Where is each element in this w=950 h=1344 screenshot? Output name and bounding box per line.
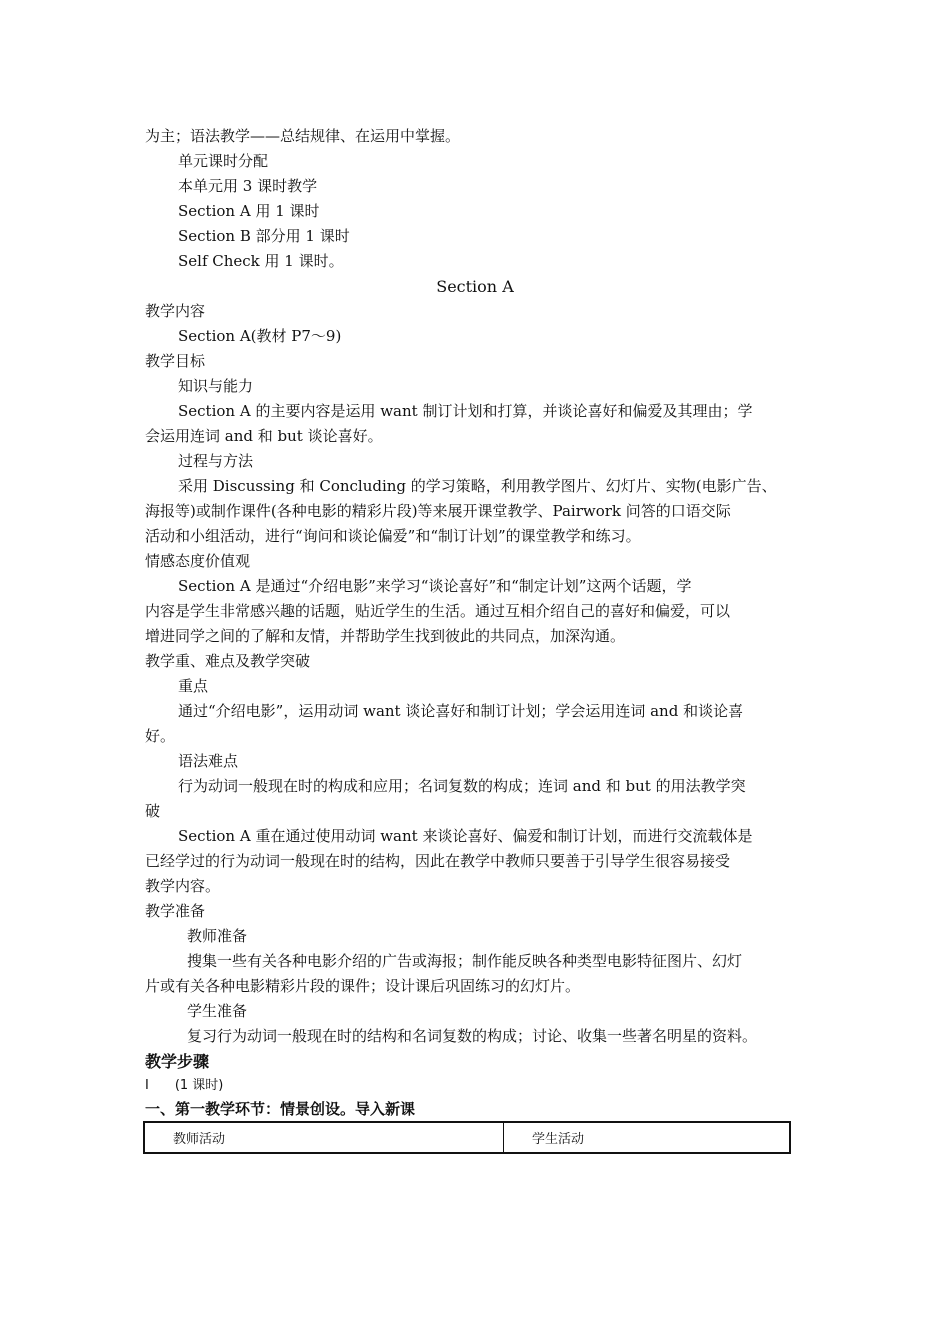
activity-table (143, 1121, 791, 1154)
text-line: Section B 部分用 1 课时 (178, 227, 350, 245)
text-line: Self Check 用 1 课时。 (178, 252, 344, 270)
text-line: 教学内容 (145, 302, 206, 320)
text-line: 内容是学生非常感兴趣的话题，贴近学生的生活。通过互相介绍自己的喜好和偏爱，可以 (145, 602, 731, 620)
table-header-student: 学生活动 (504, 1122, 791, 1153)
text-line: 知识与能力 (178, 377, 254, 395)
text-line: 过程与方法 (178, 452, 254, 470)
table-row (144, 1122, 790, 1153)
text-line: 行为动词一般现在时的构成和应用；名词复数的构成；连词 and 和 but 的用法教学突 (178, 777, 746, 795)
text-line: 教学目标 (145, 352, 206, 370)
text-line: 重点 (178, 677, 209, 695)
text-line: 已经学过的行为动词一般现在时的结构，因此在教学中教师只要善于引导学生很容易接受 (145, 852, 731, 870)
text-line: 学生准备 (187, 1002, 248, 1020)
text-line: 情感态度价值观 (145, 552, 251, 570)
text-line: 通过“介绍电影”，运用动词 want 谈论喜好和制订计划；学会运用连词 and 和谈论喜 (178, 702, 744, 720)
text-line: 教学准备 (145, 902, 206, 920)
text-line: 教师准备 (187, 927, 248, 945)
text-line: 好。 (145, 727, 176, 745)
heading-section-one: 一、第一教学环节：情景创设。导入新课 (145, 1100, 416, 1118)
text-line: 增进同学之间的了解和友情，并帮助学生找到彼此的共同点，加深沟通。 (145, 627, 626, 645)
text-line: Section A(教材 P7～9) (178, 327, 342, 345)
text-line: 本单元用 3 课时教学 (178, 177, 318, 195)
text-line: 破 (145, 802, 161, 820)
text-line: 单元课时分配 (178, 152, 269, 170)
text-line: Section A 是通过“介绍电影”来学习“谈论喜好”和“制定计划”这两个话题，学 (178, 577, 692, 595)
text-line: 海报等)或制作课件(各种电影的精彩片段)等来展开课堂教学、Pairwork 问答的口语交际 (145, 502, 731, 520)
text-line: 教学重、难点及教学突破 (145, 652, 311, 670)
heading-steps: 教学步骤 (145, 1052, 210, 1071)
text-line: Section A 重在通过使用动词 want 来谈论喜好、偏爱和制订计划，而进行交流载体是 (178, 827, 753, 845)
text-line: 会运用连词 and 和 but 谈论喜好。 (145, 427, 383, 445)
text-line: 活动和小组活动，进行“询问和谈论偏爱”和“制订计划”的课堂教学和练习。 (145, 527, 641, 545)
text-line: 复习行为动词一般现在时的结构和名词复数的构成；讨论、收集一些著名明星的资料。 (187, 1027, 758, 1045)
text-line: 为主；语法教学——总结规律、在运用中掌握。 (145, 127, 461, 145)
text-line: Section A 用 1 课时 (178, 202, 320, 220)
text-line: 采用 Discussing 和 Concluding 的学习策略，利用教学图片、幻灯片、实物(电影广告、 (178, 477, 777, 495)
text-line: 片或有关各种电影精彩片段的课件；设计课后巩固练习的幻灯片。 (145, 977, 581, 995)
text-line: Section A 的主要内容是运用 want 制订计划和打算，并谈论喜好和偏爱及其理由；学 (178, 402, 753, 420)
text-line: 搜集一些有关各种电影介绍的广告或海报；制作能反映各种类型电影特征图片、幻灯 (187, 952, 743, 970)
text-line: 语法难点 (178, 752, 239, 770)
section-heading: Section A (436, 277, 514, 296)
text-line: Ⅰ (1 课时) (145, 1078, 224, 1093)
table-header-teacher: 教师活动 (144, 1122, 504, 1153)
text-line: 教学内容。 (145, 877, 221, 895)
